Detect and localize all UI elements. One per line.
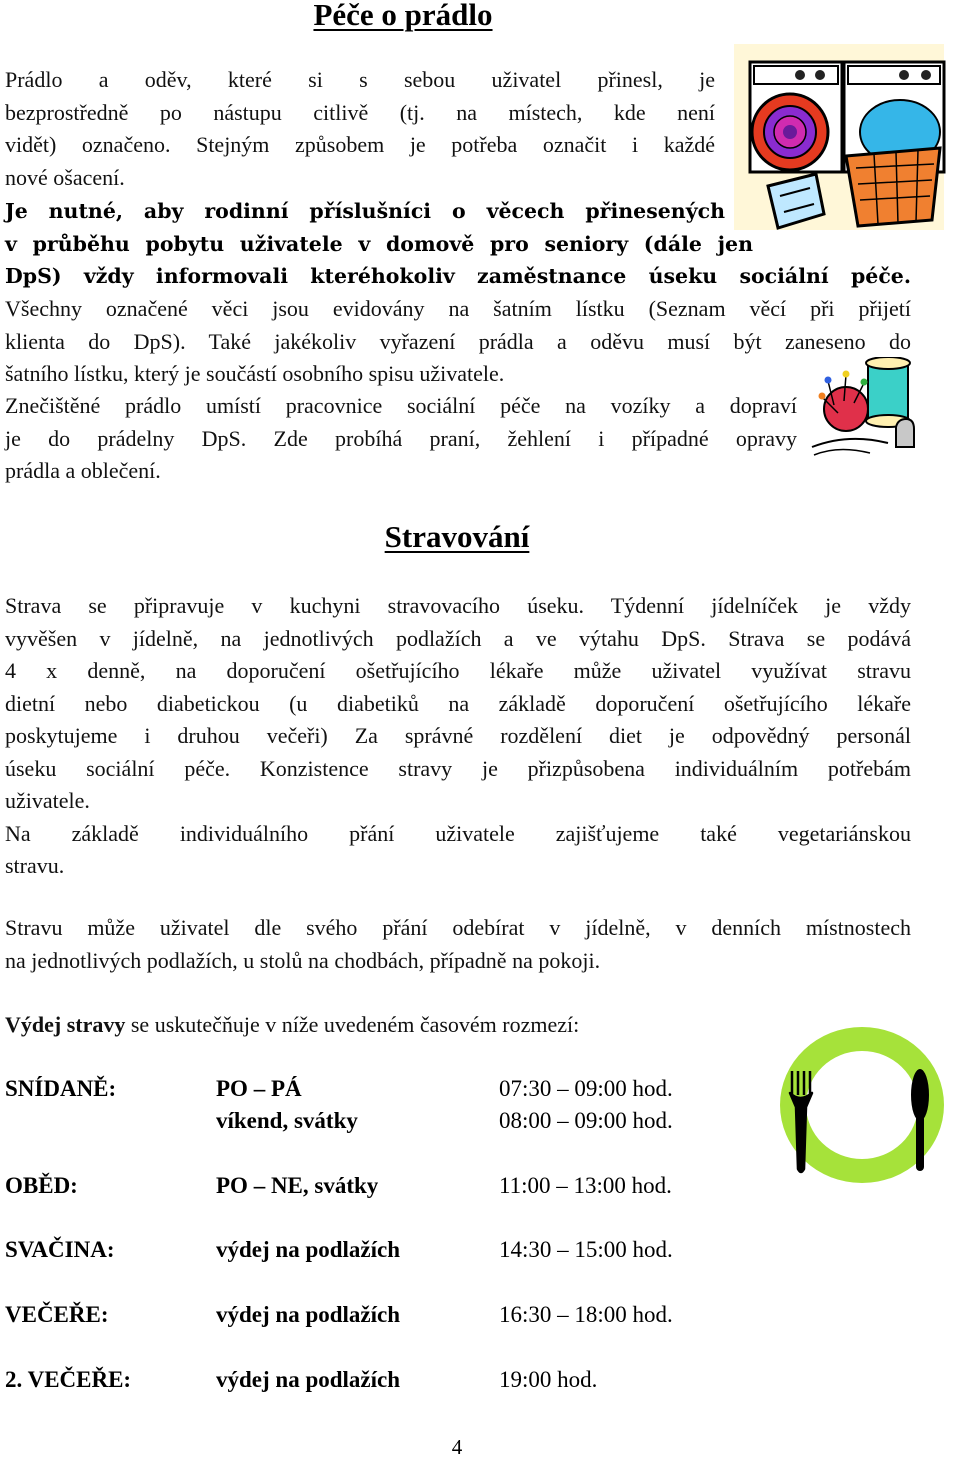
text-line: DpS) vždy informovali kteréhokoliv zaměstnance úseku sociální péče. (5, 264, 911, 288)
paragraph-laundry-process (5, 390, 797, 488)
text-line: Prádlo a oděv, které si s sebou uživatel přinesl, je (5, 67, 715, 92)
text-line: uživatele. (5, 788, 90, 813)
meal-days: PO – PÁ (216, 1076, 302, 1101)
meal-time: 11:00 – 13:00 hod. (499, 1173, 672, 1198)
paragraph-dining-info (5, 590, 911, 883)
section-title-dining: Stravování (384, 519, 530, 554)
text-line: stravu. (5, 853, 65, 878)
laundry-clipart-icon (728, 36, 950, 236)
text-line: Na základě individuálního přání uživatele zajišťujeme také vegetariánskou (5, 820, 911, 846)
text-line: 4 x denně, na doporučení ošetřujícího lékaře může uživatel využívat stravu (5, 658, 911, 683)
meal-time: 19:00 hod. (499, 1367, 598, 1392)
meal-name: SVAČINA: (5, 1237, 115, 1262)
text-line: bezprostředně po nástupu citlivě (tj. na místech, kde není (5, 99, 715, 125)
text-line: Stravu může uživatel dle svého přání odebírat v jídelně, v denních místnostech (5, 915, 911, 940)
text-line: nové ošacení. (5, 164, 125, 190)
paragraph-dining-places (5, 912, 911, 977)
text-line: Je nutné, aby rodinní příslušníci o věcech přinesených (5, 199, 725, 223)
meal-days: PO – NE, svátky (216, 1173, 379, 1198)
meal-name: VEČEŘE: (5, 1302, 109, 1327)
schedule-intro (5, 1009, 579, 1042)
meal-days: výdej na podlažích (216, 1302, 401, 1327)
text-line: dietní nebo diabetickou (u diabetiků na základě doporučení ošetřujícího lékaře (5, 690, 911, 716)
text-line: vidět) označeno. Stejným způsobem je potřeba označit i každé (5, 132, 715, 157)
text-line: šatního lístku, který je součástí osobního spisu uživatele. (5, 361, 505, 386)
text-line: Všechny označené věci jsou evidovány na šatním lístku (Seznam věcí při přijetí (5, 296, 911, 321)
text-line: prádla a oblečení. (5, 458, 161, 483)
meal-name: 2. VEČEŘE: (5, 1367, 132, 1392)
text-line: na jednotlivých podlažích, u stolů na chodbách, případně na pokoji. (5, 947, 601, 973)
sewing-kit-clipart-icon (808, 357, 920, 459)
paragraph-clothing-record (5, 293, 911, 391)
schedule-intro-bold: Výdej stravy (5, 1012, 126, 1037)
text-line: Strava se připravuje v kuchyni stravovacího úseku. Týdenní jídelníček je vždy (5, 593, 911, 618)
meal-days: víkend, svátky (216, 1108, 358, 1133)
meal-days: výdej na podlažích (216, 1237, 401, 1262)
page-number: 4 (451, 1435, 463, 1459)
plate-cutlery-clipart-icon (770, 1023, 950, 1185)
text-line: Znečištěné prádlo umístí pracovnice sociální péče na vozíky a dopraví (5, 393, 797, 418)
schedule-intro-text: se uskutečňuje v níže uvedeném časovém rozmezí: (125, 1012, 580, 1037)
paragraph-laundry-intro (5, 64, 715, 194)
meal-time: 07:30 – 09:00 hod. (499, 1076, 673, 1101)
text-line: vyvěšen v jídelně, na jednotlivých podlažích a ve výtahu DpS. Strava se podává (5, 625, 911, 651)
text-line: úseku sociální péče. Konzistence stravy je přizpůsobena individuálním potřebám (5, 755, 911, 781)
meal-time: 08:00 – 09:00 hod. (499, 1108, 673, 1133)
text-line: v průběhu pobytu uživatele v domově pro seniory (dále jen (5, 231, 753, 256)
section-title-laundry: Péče o prádlo (313, 0, 493, 32)
text-line: poskytujeme i druhou večeři) Za správné rozdělení diet je odpovědný personál (5, 723, 911, 748)
meal-time: 14:30 – 15:00 hod. (499, 1237, 673, 1262)
text-line: je do prádelny DpS. Zde probíhá praní, žehlení i případné opravy (5, 425, 797, 451)
meal-name: OBĚD: (5, 1173, 78, 1198)
meal-time: 16:30 – 18:00 hod. (499, 1302, 673, 1327)
text-line: klienta do DpS). Také jakékoliv vyřazení prádla a oděvu musí být zaneseno do (5, 328, 911, 354)
meal-name: SNÍDANĚ: (5, 1076, 117, 1101)
meal-days: výdej na podlažích (216, 1367, 401, 1392)
